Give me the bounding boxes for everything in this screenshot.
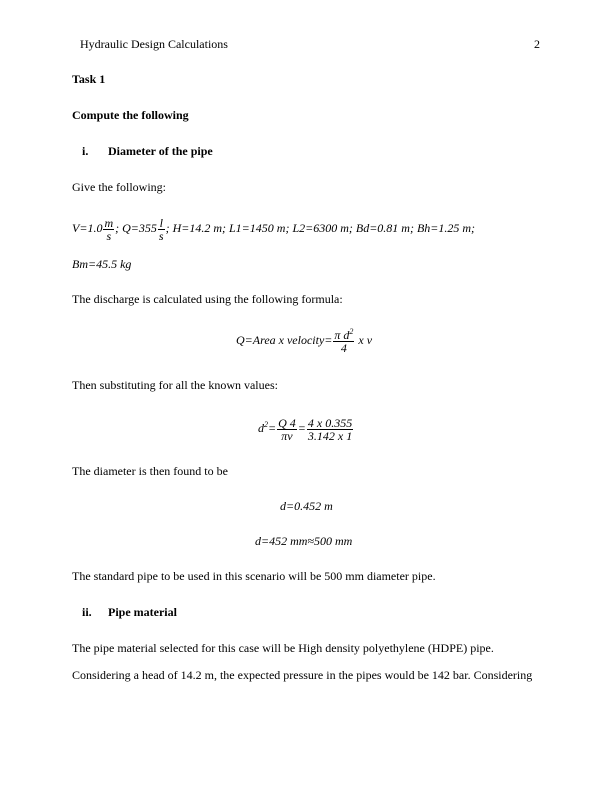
substitution-equation: $d^2=$ $\frac{Q 4}{\pi v}$ = $\frac{4 x 0.355}{3.142 x 1}$ [258, 415, 353, 443]
discharge-eq-fraction [333, 326, 354, 355]
v-unit-den: s [106, 228, 112, 243]
discharge-eq-lhs: Q=Area x velocity= [236, 333, 333, 347]
section-ii-title: Pipe material [108, 605, 177, 619]
material-text: The pipe material selected for this case will be High density polyethylene (HDPE) pipe. [72, 641, 494, 655]
substitute-intro: Then substituting for all the known values: [72, 378, 278, 392]
given-rest: H=14.2 m; L1=1450 m; L2=6300 m; Bd=0.81 m; Bh=1.25 m; [172, 221, 476, 235]
discharge-eq-sup: 2 [349, 326, 354, 336]
discharge-eq-den: 4 [340, 340, 347, 355]
q-value: 355 [138, 221, 157, 235]
v-unit-num: m [104, 215, 114, 230]
compute-heading: Compute the following [72, 108, 189, 122]
diameter-intro: The diameter is then found to be [72, 464, 228, 478]
pressure-text: Considering a head of 14.2 m, the expected pressure in the pipes would be 142 bar. Considering [72, 668, 533, 682]
sub-eq-lhs-sup: 2 [264, 420, 268, 429]
v-unit-fraction [103, 217, 114, 242]
running-header-title: Hydraulic Design Calculations [80, 37, 228, 51]
v-label: V [72, 221, 80, 235]
q-unit-den: s [158, 228, 164, 243]
given-values-line-1: V=1.0 $\frac{m}{s}$ ; Q=355 $\frac{l}{s}$ ; H=14.2 m; L1=1450 m; L2=6300 m; Bd=0.81 m; Bh=1.25 m; [72, 215, 476, 243]
sub-eq-fraction-2 [307, 417, 353, 442]
sub-eq-f1-num: Q 4 [278, 415, 296, 430]
discharge-eq-num: π d [334, 327, 350, 342]
sub-eq-fraction-1 [277, 417, 297, 442]
discharge-eq-rhs: x v [358, 333, 373, 347]
v-value: 1.0 [87, 221, 103, 235]
task-heading: Task 1 [72, 72, 106, 86]
page-number: 2 [534, 37, 540, 51]
section-i-number: i. [82, 144, 89, 158]
given-intro: Give the following: [72, 180, 166, 194]
q-label: Q [122, 221, 131, 235]
standard-pipe-text: The standard pipe to be used in this scenario will be 500 mm diameter pipe. [72, 569, 436, 583]
diameter-result-m: d=0.452 m [280, 499, 333, 513]
q-unit-num: l [159, 215, 163, 230]
sub-eq-f2-num: 4 x 0.355 [307, 415, 353, 430]
given-values-line-2: Bm=45.5 kg [72, 257, 132, 271]
discharge-equation [236, 326, 372, 354]
section-ii-number: ii. [82, 605, 92, 619]
sub-eq-lhs: d [258, 421, 264, 435]
sub-eq-f1-den: πv [281, 428, 293, 443]
q-unit-fraction [158, 217, 165, 242]
discharge-intro: The discharge is calculated using the following formula: [72, 292, 343, 306]
diameter-result-mm: d=452 mm≈500 mm [255, 534, 353, 548]
sub-eq-f2-den: 3.142 x 1 [307, 428, 353, 443]
section-i-title: Diameter of the pipe [108, 144, 213, 158]
